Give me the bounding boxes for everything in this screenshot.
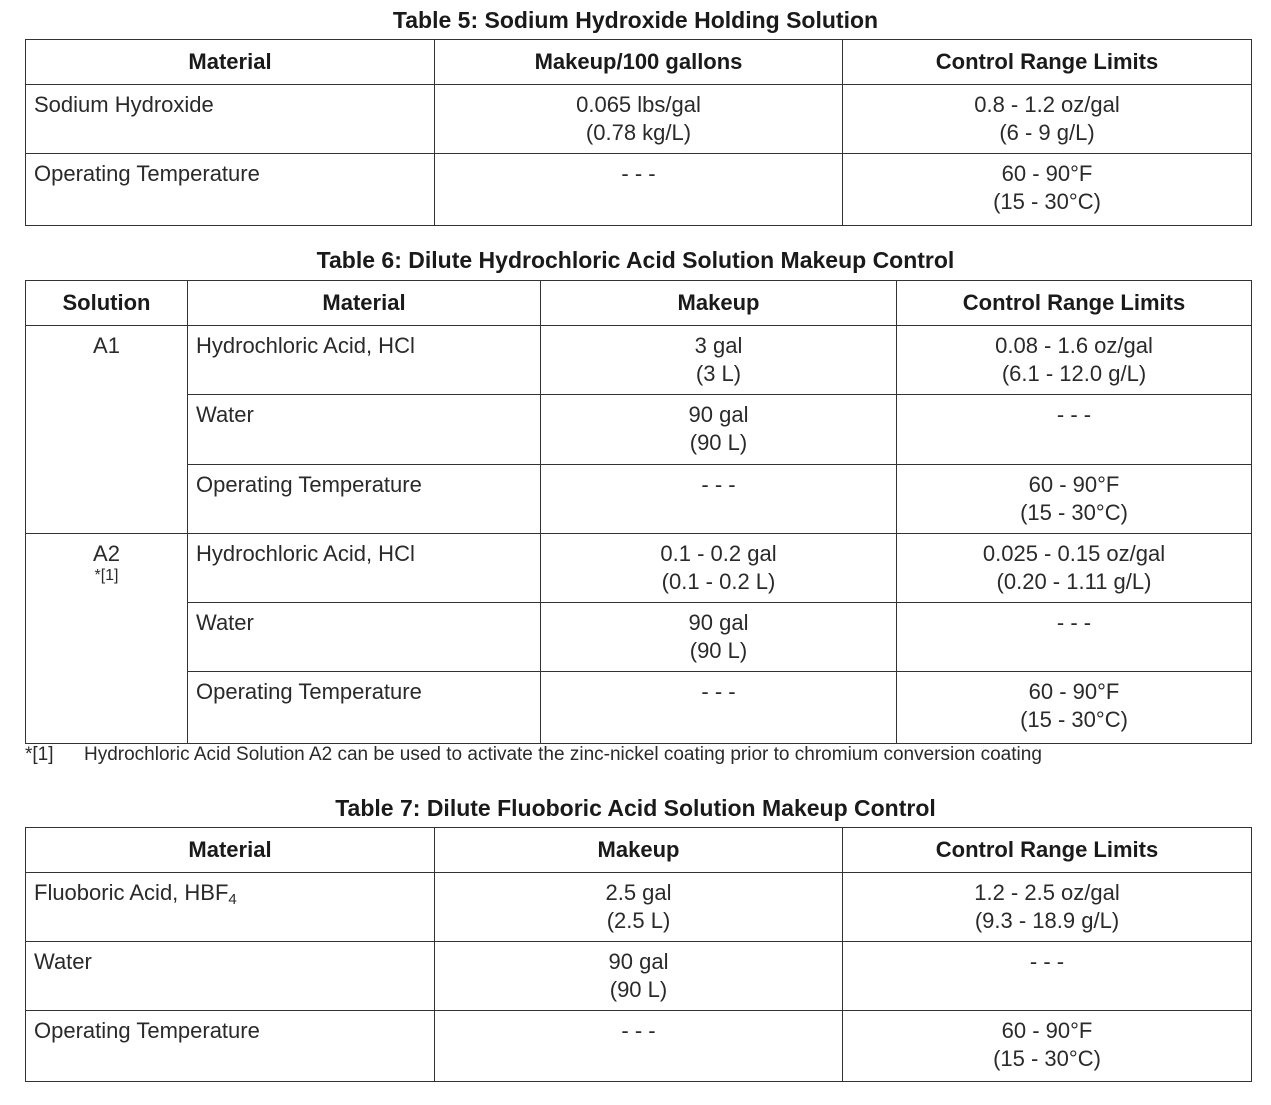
table5-header-material: Material [26,40,435,85]
table6-cell-control: 60 - 90°F (15 - 30°C) [897,465,1252,534]
table5-cell-control: 60 - 90°F (15 - 30°C) [843,154,1252,226]
table-row [26,534,1252,603]
table6-cell-control: - - - [897,603,1252,672]
table6-title: Table 6: Dilute Hydrochloric Acid Solution Makeup Control [316,247,955,273]
table7-cell-control: - - - [843,942,1252,1011]
table7-cell-material: Water [26,942,435,1011]
table5-cell-makeup: 0.065 lbs/gal (0.78 kg/L) [435,85,843,154]
table6-header-control: Control Range Limits [897,281,1252,326]
table5-cell-makeup: - - - [435,154,843,226]
table6-cell-control: - - - [897,395,1252,465]
table7-cell-control: 1.2 - 2.5 oz/gal (9.3 - 18.9 g/L) [843,873,1252,942]
table6-header-row [26,281,1252,326]
table7-cell-control: 60 - 90°F (15 - 30°C) [843,1011,1252,1082]
table-row [26,326,1252,395]
table-row [26,395,1252,465]
table7-title: Table 7: Dilute Fluoboric Acid Solution Makeup Control [335,795,936,821]
table7-cell-makeup: - - - [435,1011,843,1082]
table7-header-row [26,828,1252,873]
table6-footnote [25,743,1042,767]
table7-header-material: Material [26,828,435,873]
table5-cell-material: Operating Temperature [26,154,435,226]
table6 [25,280,1252,744]
table6-header-makeup: Makeup [541,281,897,326]
table5-header-row [26,40,1252,85]
table-row [26,1011,1252,1082]
table-row [26,154,1252,226]
table7 [25,827,1252,1082]
table6-cell-makeup: 0.1 - 0.2 gal (0.1 - 0.2 L) [541,534,897,603]
table6-cell-material: Water [188,395,541,465]
table6-solution-a1: A1 [26,326,188,534]
table6-cell-material: Operating Temperature [188,672,541,744]
table-row [26,672,1252,744]
table6-cell-material: Operating Temperature [188,465,541,534]
table7-cell-makeup: 90 gal (90 L) [435,942,843,1011]
table5-cell-control: 0.8 - 1.2 oz/gal (6 - 9 g/L) [843,85,1252,154]
table7-cell-material: Operating Temperature [26,1011,435,1082]
table-row [26,873,1252,942]
table5-cell-material: Sodium Hydroxide [26,85,435,154]
table7-cell-makeup: 2.5 gal (2.5 L) [435,873,843,942]
table6-solution-a2: A2 *[1] [26,534,188,744]
table6-header-solution: Solution [26,281,188,326]
table7-header-control: Control Range Limits [843,828,1252,873]
table7-header-makeup: Makeup [435,828,843,873]
table6-header-material: Material [188,281,541,326]
table6-cell-material: Water [188,603,541,672]
table6-cell-makeup: - - - [541,672,897,744]
table5 [25,39,1252,226]
table6-cell-material: Hydrochloric Acid, HCl [188,326,541,395]
table-row [26,603,1252,672]
table6-cell-makeup: 90 gal (90 L) [541,395,897,465]
table6-cell-makeup: 90 gal (90 L) [541,603,897,672]
table6-cell-control: 0.08 - 1.6 oz/gal (6.1 - 12.0 g/L) [897,326,1252,395]
table6-cell-makeup: - - - [541,465,897,534]
table-row [26,465,1252,534]
table6-cell-control: 60 - 90°F (15 - 30°C) [897,672,1252,744]
table5-header-makeup: Makeup/100 gallons [435,40,843,85]
table7-cell-material: Fluoboric Acid, $HBF_4$ [26,873,435,942]
footnote-marker: *[1] [25,744,54,765]
table5-title: Table 5: Sodium Hydroxide Holding Solution [392,7,879,33]
table-row [26,85,1252,154]
table5-header-control: Control Range Limits [843,40,1252,85]
footnote-text: Hydrochloric Acid Solution A2 can be used to activate the zinc-nickel coating prior to chromium conversion coating [84,744,1042,765]
table6-cell-makeup: 3 gal (3 L) [541,326,897,395]
table6-cell-control: 0.025 - 0.15 oz/gal (0.20 - 1.11 g/L) [897,534,1252,603]
footnote-reference: *[1] [94,567,119,584]
table6-cell-material: Hydrochloric Acid, HCl [188,534,541,603]
table-row [26,942,1252,1011]
